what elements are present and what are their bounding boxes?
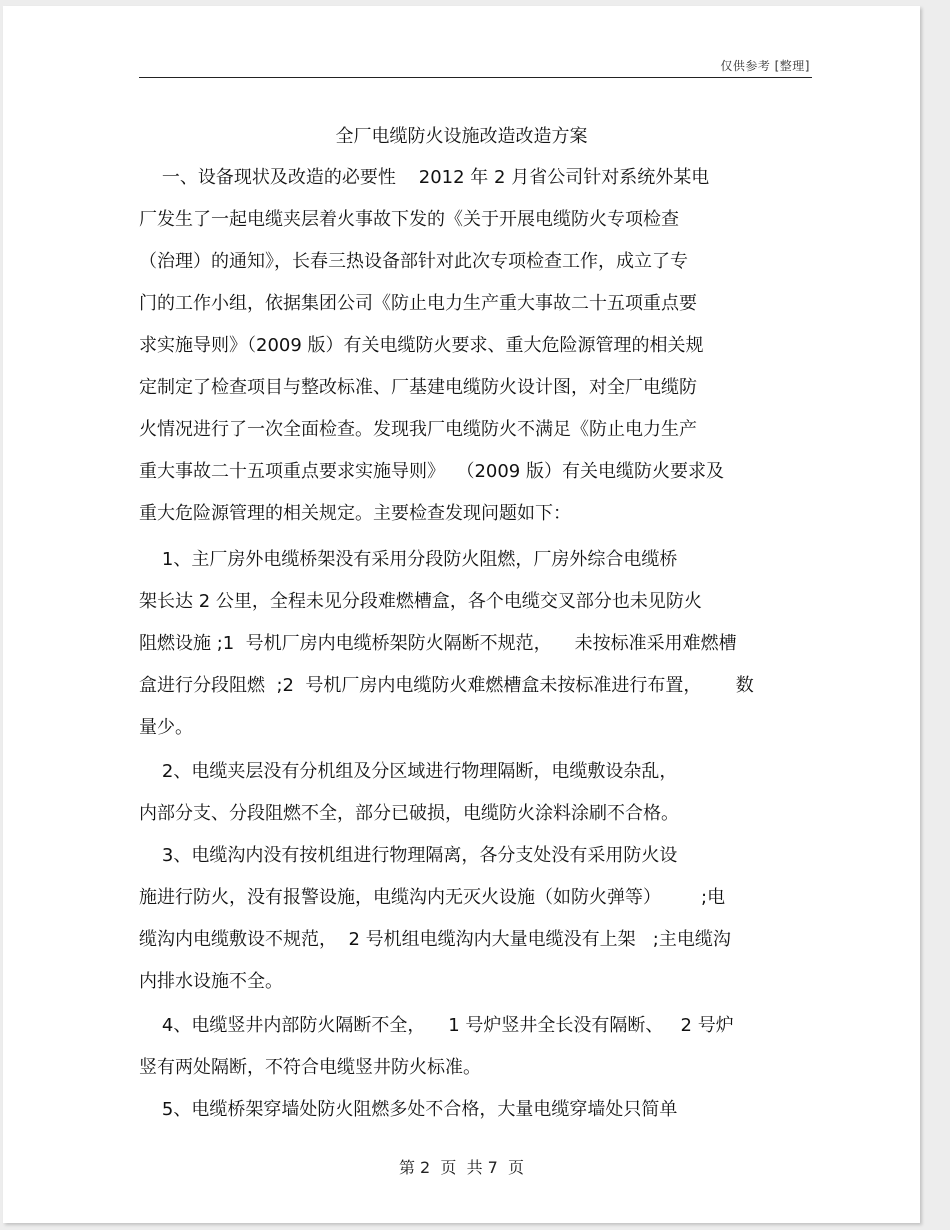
body-line: 门的工作小组，依据集团公司《防止电力生产重大事故二十五项重点要: [139, 293, 697, 314]
body-line: 缆沟内电缆敷设不规范， 2 号机组电缆沟内大量电缆没有上架 ;主电缆沟: [139, 929, 731, 950]
body-line: 竖有两处隔断，不符合电缆竖井防火标准。: [139, 1057, 481, 1078]
body-line: 重大危险源管理的相关规定。主要检查发现问题如下：: [139, 503, 571, 524]
body-line: 一、设备现状及改造的必要性 2012 年 2 月省公司针对系统外某电: [139, 167, 710, 188]
header-divider: [139, 77, 812, 78]
document-title: 全厂电缆防火设施改造改造方案: [335, 126, 588, 147]
body-line: 4、电缆竖井内部防火隔断不全， 1 号炉竖井全长没有隔断、 2 号炉: [139, 1015, 734, 1036]
body-line: 厂发生了一起电缆夹层着火事故下发的《关于开展电缆防火专项检查: [139, 209, 679, 230]
body-line: 定制定了检查项目与整改标准、厂基建电缆防火设计图，对全厂电缆防: [139, 377, 697, 398]
body-line: 1、主厂房外电缆桥架没有采用分段防火阻燃，厂房外综合电缆桥: [139, 549, 678, 570]
body-line: 量少。: [139, 717, 193, 738]
body-line: 3、电缆沟内没有按机组进行物理隔离，各分支处没有采用防火设: [139, 845, 678, 866]
body-line: 内排水设施不全。: [139, 971, 283, 992]
body-line: 5、电缆桥架穿墙处防火阻燃多处不合格，大量电缆穿墙处只简单: [139, 1099, 678, 1120]
body-line: 2、电缆夹层没有分机组及分区域进行物理隔断，电缆敷设杂乱，: [139, 761, 678, 782]
header-note: 仅供参考 [整理]: [720, 59, 810, 73]
body-line: 阻燃设施 ;1 号机厂房内电缆桥架防火隔断不规范， 未按标准采用难燃槽: [139, 633, 737, 654]
body-line: （治理）的通知》，长春三热设备部针对此次专项检查工作，成立了专: [139, 251, 688, 272]
body-line: 架长达 2 公里，全程未见分段难燃槽盒，各个电缆交叉部分也未见防火: [139, 591, 702, 612]
body-line: 盒进行分段阻燃 ;2 号机厂房内电缆防火难燃槽盒未按标准进行布置， 数: [139, 675, 754, 696]
body-line: 重大事故二十五项重点要求实施导则》 （2009 版）有关电缆防火要求及: [139, 461, 724, 482]
document-page: [3, 6, 920, 1223]
page-footer: 第 2 页 共 7 页: [398, 1158, 525, 1177]
body-line: 内部分支、分段阻燃不全，部分已破损，电缆防火涂料涂刷不合格。: [139, 803, 679, 824]
body-line: 火情况进行了一次全面检查。发现我厂电缆防火不满足《防止电力生产: [139, 419, 697, 440]
body-line: 施进行防火，没有报警设施，电缆沟内无灭火设施（如防火弹等） ;电: [139, 887, 726, 908]
body-line: 求实施导则》（2009 版）有关电缆防火要求、重大危险源管理的相关规: [139, 335, 704, 356]
